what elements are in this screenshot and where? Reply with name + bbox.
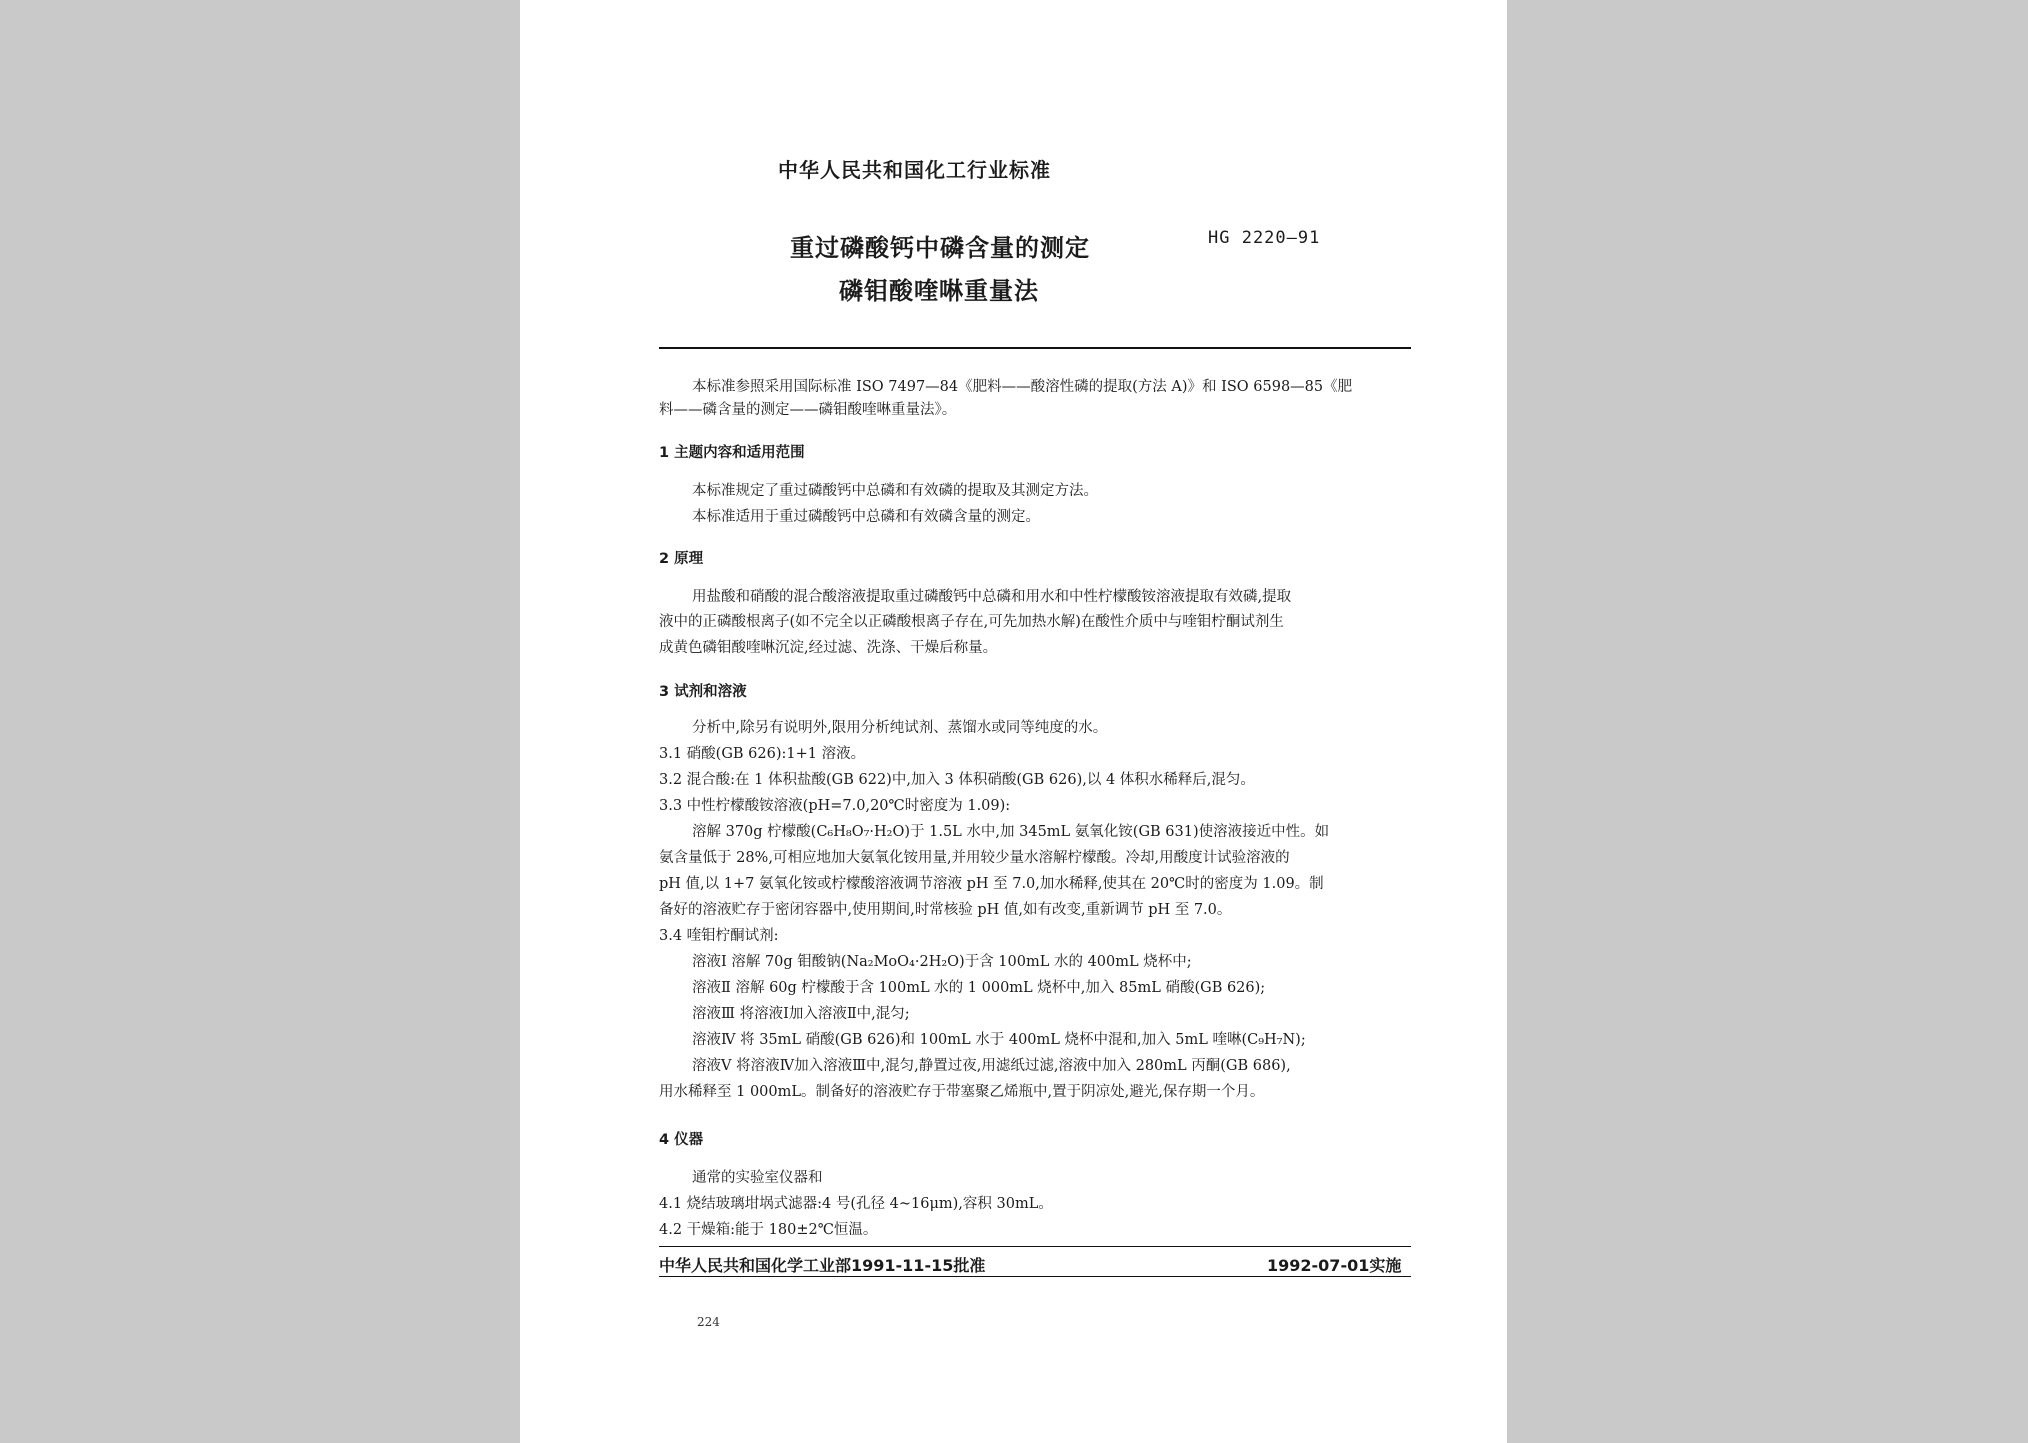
document-page <box>520 0 1507 1443</box>
header-divider <box>659 347 1411 349</box>
paragraph-line: 备好的溶液贮存于密闭容器中,使用期间,时常核验 pH 值,如有改变,重新调节 pH 至 7.0。 <box>659 902 1232 918</box>
document-title-line2: 磷钼酸喹啉重量法 <box>839 277 1039 305</box>
paragraph-line: 成黄色磷钼酸喹啉沉淀,经过滤、洗涤、干燥后称量。 <box>659 640 998 656</box>
clause: 3.2 混合酸:在 1 体积盐酸(GB 622)中,加入 3 体积硝酸(GB 626),以 4 体积水稀释后,混匀。 <box>659 772 1255 788</box>
standard-code: HG 2220—91 <box>1208 228 1321 248</box>
section-heading: 1 主题内容和适用范围 <box>659 445 805 461</box>
section-heading: 2 原理 <box>659 551 704 567</box>
footer-bottom-divider <box>659 1276 1411 1277</box>
document-title-line1: 重过磷酸钙中磷含量的测定 <box>790 234 1090 262</box>
paragraph-line: 用盐酸和硝酸的混合酸溶液提取重过磷酸钙中总磷和用水和中性柠檬酸铵溶液提取有效磷,提取 <box>692 589 1292 605</box>
clause: 4.2 干燥箱:能于 180±2℃恒温。 <box>659 1222 878 1238</box>
paragraph-line: 溶解 370g 柠檬酸(C₆H₈O₇·H₂O)于 1.5L 水中,加 345mL 氨氧化铵(GB 631)使溶液接近中性。如 <box>692 824 1330 840</box>
paragraph-line: 用水稀释至 1 000mL。制备好的溶液贮存于带塞聚乙烯瓶中,置于阴凉处,避光,保存期一个月。 <box>659 1084 1265 1100</box>
solution-item: 溶液Ⅴ 将溶液Ⅳ加入溶液Ⅲ中,混匀,静置过夜,用滤纸过滤,溶液中加入 280mL 丙酮(GB 686), <box>692 1058 1291 1074</box>
effective-date: 1992-07-01实施 <box>1267 1256 1402 1275</box>
intro-line: 料——磷含量的测定——磷钼酸喹啉重量法》。 <box>659 402 957 418</box>
page-number: 224 <box>697 1315 720 1329</box>
issuer-heading: 中华人民共和国化工行业标准 <box>778 158 1051 182</box>
solution-item: 溶液Ⅰ 溶解 70g 钼酸钠(Na₂MoO₄·2H₂O)于含 100mL 水的 400mL 烧杯中; <box>692 954 1192 970</box>
clause: 3.1 硝酸(GB 626):1+1 溶液。 <box>659 746 866 762</box>
clause: 3.3 中性柠檬酸铵溶液(pH=7.0,20℃时密度为 1.09): <box>659 798 1011 814</box>
solution-item: 溶液Ⅳ 将 35mL 硝酸(GB 626)和 100mL 水于 400mL 烧杯中混和,加入 5mL 喹啉(C₉H₇N); <box>692 1032 1306 1048</box>
solution-item: 溶液Ⅲ 将溶液Ⅰ加入溶液Ⅱ中,混匀; <box>692 1006 910 1022</box>
section-heading: 4 仪器 <box>659 1132 704 1148</box>
section-heading: 3 试剂和溶液 <box>659 684 747 700</box>
paragraph: 通常的实验室仪器和 <box>692 1170 823 1186</box>
paragraph: 本标准适用于重过磷酸钙中总磷和有效磷含量的测定。 <box>692 509 1040 525</box>
paragraph-line: 氨含量低于 28%,可相应地加大氨氧化铵用量,并用较少量水溶解柠檬酸。冷却,用酸度计试验溶液的 <box>659 850 1290 866</box>
footer-divider <box>659 1246 1411 1247</box>
paragraph: 分析中,除另有说明外,限用分析纯试剂、蒸馏水或同等纯度的水。 <box>692 720 1108 736</box>
solution-item: 溶液Ⅱ 溶解 60g 柠檬酸于含 100mL 水的 1 000mL 烧杯中,加入 85mL 硝酸(GB 626); <box>692 980 1266 996</box>
paragraph: 本标准规定了重过磷酸钙中总磷和有效磷的提取及其测定方法。 <box>692 483 1098 499</box>
paragraph-line: 液中的正磷酸根离子(如不完全以正磷酸根离子存在,可先加热水解)在酸性介质中与喹钼柠酮试剂生 <box>659 614 1284 630</box>
intro-line: 本标准参照采用国际标准 ISO 7497—84《肥料——酸溶性磷的提取(方法 A)》和 ISO 6598—85《肥 <box>692 379 1353 395</box>
approval-note: 中华人民共和国化学工业部1991-11-15批准 <box>659 1256 986 1275</box>
clause: 3.4 喹钼柠酮试剂: <box>659 928 779 944</box>
clause: 4.1 烧结玻璃坩埚式滤器:4 号(孔径 4~16μm),容积 30mL。 <box>659 1196 1053 1212</box>
paragraph-line: pH 值,以 1+7 氨氧化铵或柠檬酸溶液调节溶液 pH 至 7.0,加水稀释,使其在 20℃时的密度为 1.09。制 <box>659 876 1324 892</box>
